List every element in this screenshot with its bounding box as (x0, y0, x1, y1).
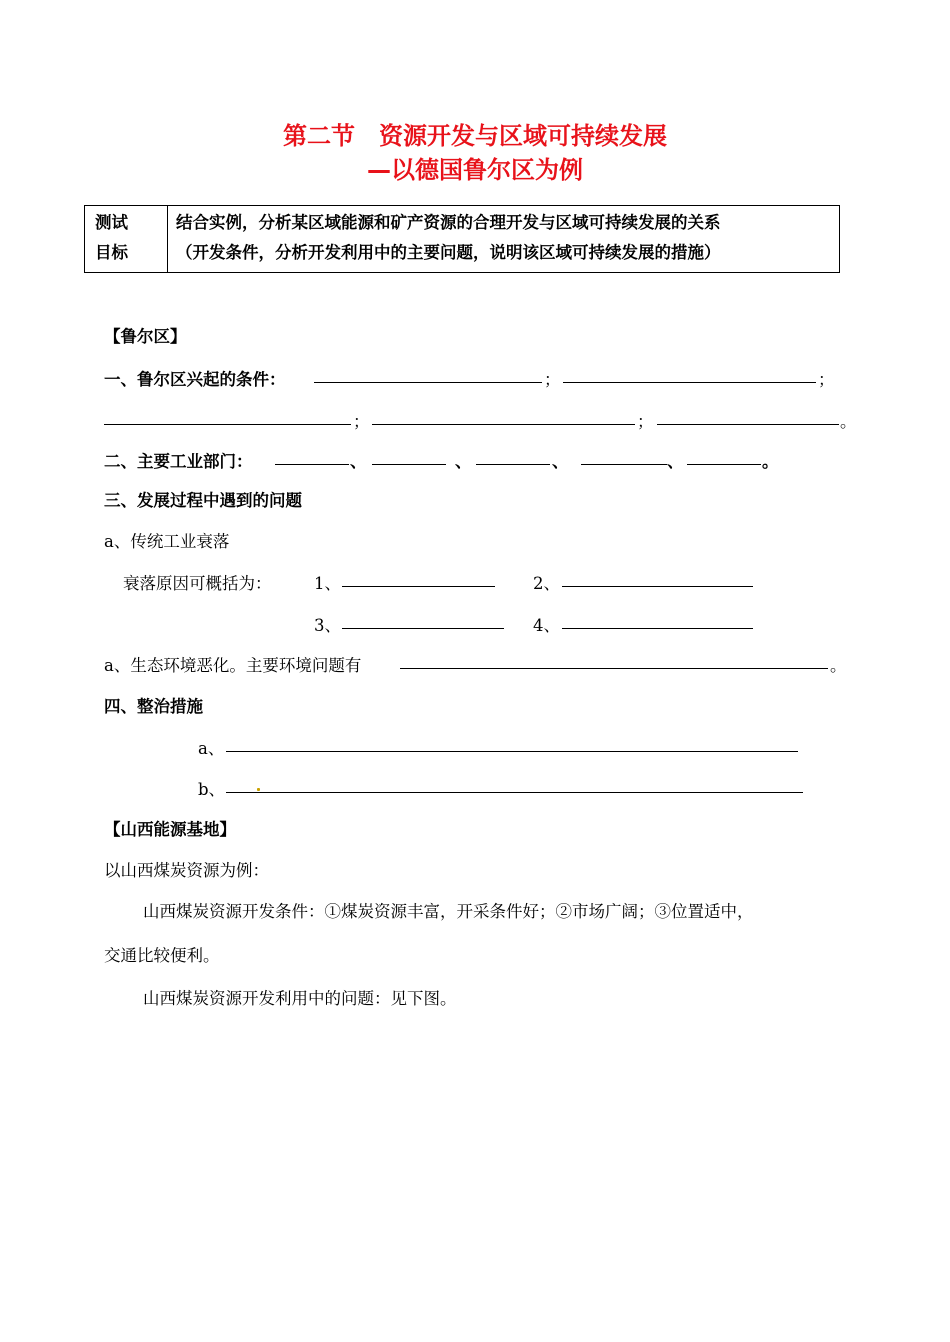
goal-text-cell (168, 206, 840, 273)
separator: 、 (455, 452, 472, 471)
blank-industry-4[interactable] (581, 464, 667, 465)
blank-condition-5[interactable] (657, 424, 839, 425)
title-line-2: —以德国鲁尔区为例 (367, 156, 583, 184)
reason-number-1: 1、 (314, 574, 341, 593)
semicolon: ； (637, 412, 654, 431)
period: 。 (840, 412, 857, 431)
measure-b-label: b、 (198, 780, 226, 799)
goal-label-line-1: 测试 (95, 213, 128, 232)
blank-condition-4[interactable] (372, 424, 635, 425)
reason-number-4: 4、 (533, 616, 560, 635)
period: 。 (830, 656, 847, 675)
blank-reason-4[interactable] (562, 628, 753, 629)
blank-industry-1[interactable] (275, 464, 349, 465)
blank-measure-a[interactable] (226, 751, 798, 752)
ruhr-heading: 【鲁尔区】 (104, 327, 187, 346)
blank-condition-2[interactable] (563, 382, 816, 383)
shanxi-conditions-line-1: 山西煤炭资源开发条件：①煤炭资源丰富，开采条件好；②市场广阔；③位置适中， (143, 902, 754, 921)
section-2-heading: 二、主要工业部门： (104, 452, 253, 471)
separator: 、 (667, 452, 684, 471)
title-line-1 (0, 116, 950, 151)
semicolon: ； (544, 370, 561, 389)
subsection-industry-decline: a、传统工业衰落 (104, 532, 230, 551)
blank-reason-1[interactable] (342, 586, 495, 587)
test-goal-table (84, 205, 840, 273)
blank-industry-3[interactable] (476, 464, 550, 465)
blank-condition-1[interactable] (314, 382, 542, 383)
goal-label-line-2: 目标 (95, 243, 128, 262)
blank-condition-3[interactable] (104, 424, 351, 425)
blank-reason-2[interactable] (562, 586, 753, 587)
decline-reasons-label: 衰落原因可概括为： (123, 574, 272, 593)
period: 。 (762, 452, 779, 471)
shanxi-intro: 以山西煤炭资源为例： (104, 861, 269, 880)
subsection-environment: a、生态环境恶化。主要环境问题有 (104, 656, 362, 675)
semicolon: ； (818, 370, 835, 389)
section-4-heading: 四、整治措施 (104, 697, 203, 716)
shanxi-conditions-line-2: 交通比较便利。 (104, 946, 220, 965)
stray-mark (257, 788, 260, 791)
section-title: 资源开发与区域可持续发展 (379, 122, 667, 150)
section-1-heading: 一、鲁尔区兴起的条件： (104, 370, 286, 389)
shanxi-problems: 山西煤炭资源开发利用中的问题：见下图。 (143, 989, 457, 1008)
goal-label-cell (85, 206, 168, 273)
blank-environment-problems[interactable] (400, 668, 828, 669)
blank-measure-b[interactable] (226, 792, 803, 793)
separator: 、 (552, 452, 569, 471)
measure-a-label: a、 (198, 739, 225, 758)
blank-industry-5[interactable] (687, 464, 761, 465)
reason-number-3: 3、 (314, 616, 341, 635)
semicolon: ； (353, 412, 370, 431)
blank-industry-2[interactable] (372, 464, 446, 465)
goal-text-line-2: （开发条件，分析开发利用中的主要问题，说明该区域可持续发展的措施） (176, 243, 721, 262)
section-3-heading: 三、发展过程中遇到的问题 (104, 491, 302, 510)
goal-text-line-1: 结合实例，分析某区域能源和矿产资源的合理开发与区域可持续发展的关系 (176, 213, 721, 232)
blank-reason-3[interactable] (342, 628, 504, 629)
reason-number-2: 2、 (533, 574, 560, 593)
section-number: 第二节 (283, 122, 355, 150)
shanxi-heading: 【山西能源基地】 (104, 820, 236, 839)
separator: 、 (350, 452, 367, 471)
